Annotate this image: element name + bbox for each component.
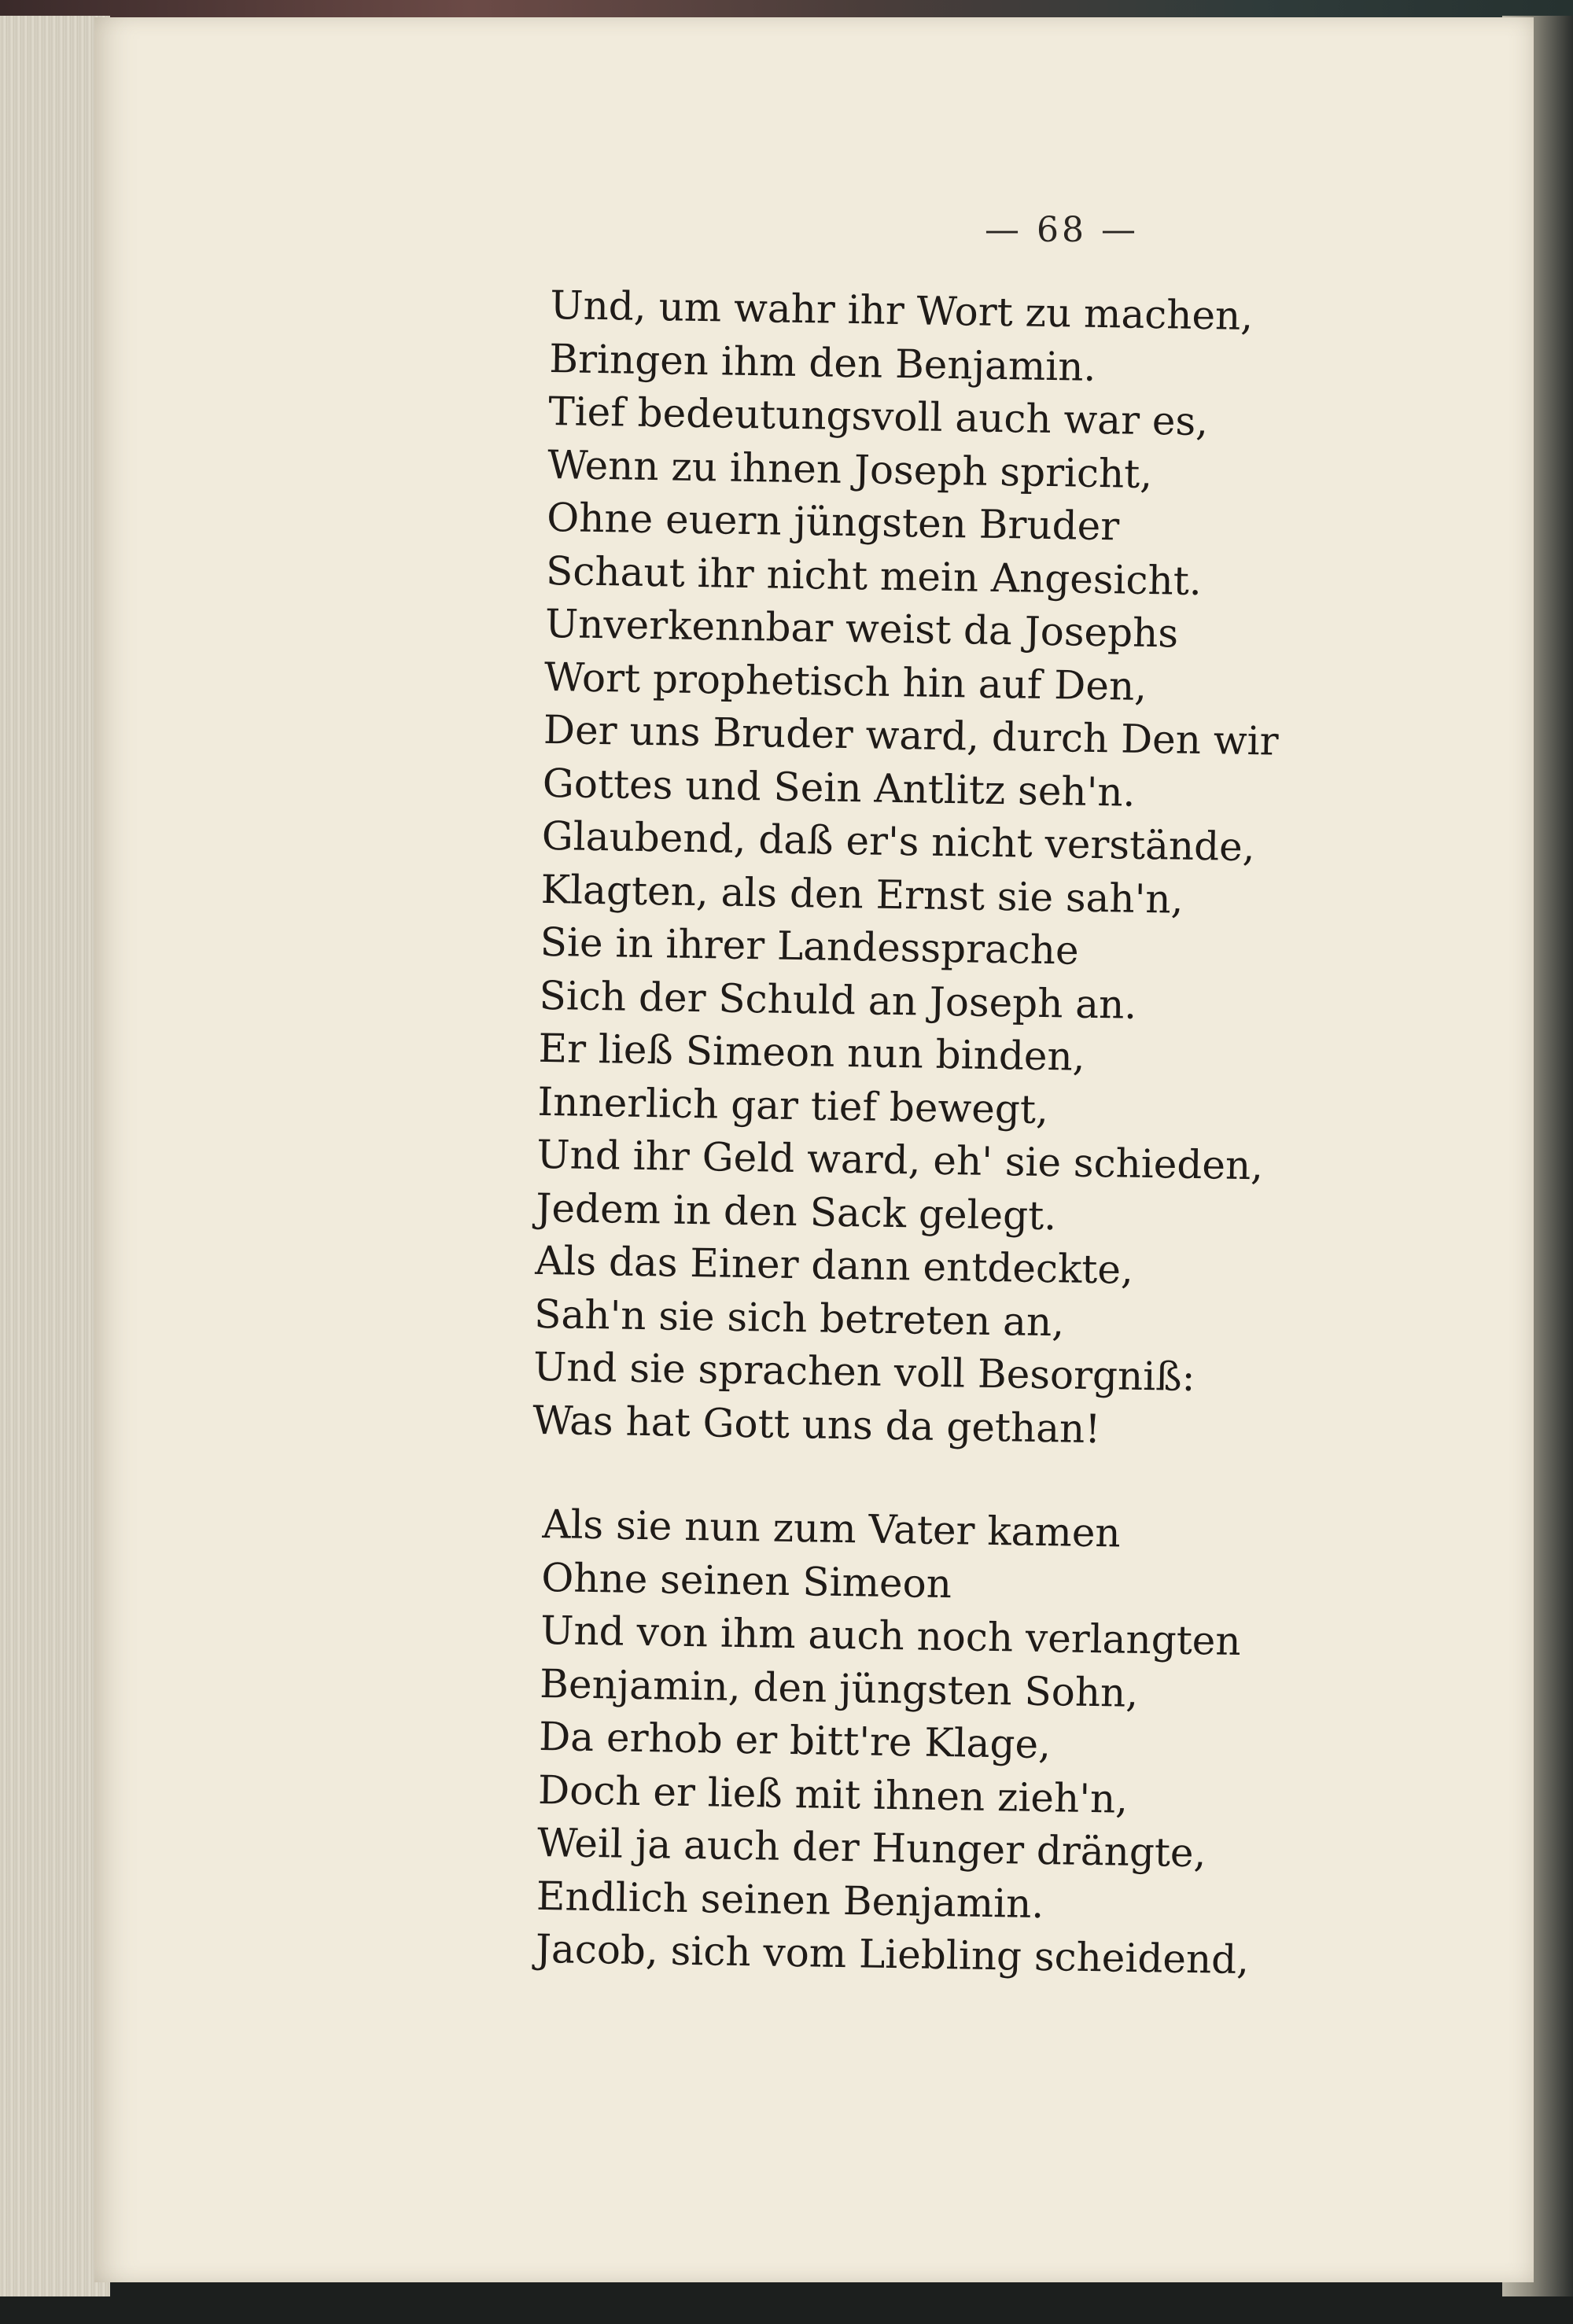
verse-line: Wenn zu ihnen Joseph spricht, — [547, 441, 1153, 497]
verse-line: Bringen ihm den Benjamin. — [548, 335, 1096, 390]
verse-line: Als das Einer dann entdeckte, — [534, 1237, 1134, 1293]
verse-line: Er ließ Simeon nun binden, — [538, 1025, 1086, 1080]
stanza-1 — [532, 279, 1416, 1460]
verse-line: Doch er ließ mit ihnen zieh'n, — [537, 1766, 1129, 1822]
verse-line: Ohne euern jüngsten Bruder — [546, 494, 1120, 550]
verse-line: Jacob, sich vom Liebling scheidend, — [535, 1925, 1250, 1983]
verse-line: Ohne seinen Simeon — [540, 1554, 952, 1607]
page-number: — 68 — — [985, 210, 1139, 250]
stanza-2 — [535, 1498, 1407, 1990]
verse-line: Und von ihm auch noch verlangten — [540, 1607, 1242, 1664]
verse-line: Und ihr Geld ward, eh' sie schieden, — [536, 1131, 1264, 1189]
verse-line: Der uns Bruder ward, durch Den wir — [543, 706, 1279, 764]
verse-line: Innerlich gar tief bewegt, — [537, 1078, 1049, 1133]
verse-line: Und sie sprachen voll Besorgniß: — [532, 1343, 1195, 1401]
verse-line: Sie in ihrer Landessprache — [540, 919, 1080, 974]
verse-line: Jedem in den Sack gelegt. — [536, 1184, 1057, 1239]
verse-line: Schaut ihr nicht mein Angesicht. — [545, 547, 1203, 604]
verse-line: Sich der Schuld an Joseph an. — [539, 972, 1137, 1028]
verse-line: Endlich seinen Benjamin. — [536, 1873, 1044, 1927]
verse-line: Und, um wahr ihr Wort zu machen, — [550, 282, 1254, 340]
verse-line: Wort prophetisch hin auf Den, — [543, 654, 1148, 709]
verse-line: Klagten, als den Ernst sie sah'n, — [540, 866, 1184, 923]
verse-line: Sah'n sie sich betreten an, — [533, 1291, 1065, 1345]
verse-line: Tief bedeutungsvoll auch war es, — [547, 388, 1209, 445]
verse-line: Da erhob er bitt're Klage, — [538, 1713, 1052, 1768]
verse-line: Unverkennbar weist da Josephs — [544, 600, 1179, 657]
verse-line: Was hat Gott uns da gethan! — [532, 1397, 1101, 1452]
verse-line: Glaubend, daß er's nicht verstände, — [541, 812, 1256, 871]
verse-line: Weil ja auch der Hunger drängte, — [536, 1819, 1206, 1877]
verse-line: Gottes und Sein Antlitz seh'n. — [542, 760, 1136, 816]
verse-line: Als sie nun zum Vater kamen — [542, 1501, 1122, 1556]
page-stack-left — [0, 16, 110, 2296]
verse-line: Benjamin, den jüngsten Sohn, — [539, 1660, 1139, 1716]
